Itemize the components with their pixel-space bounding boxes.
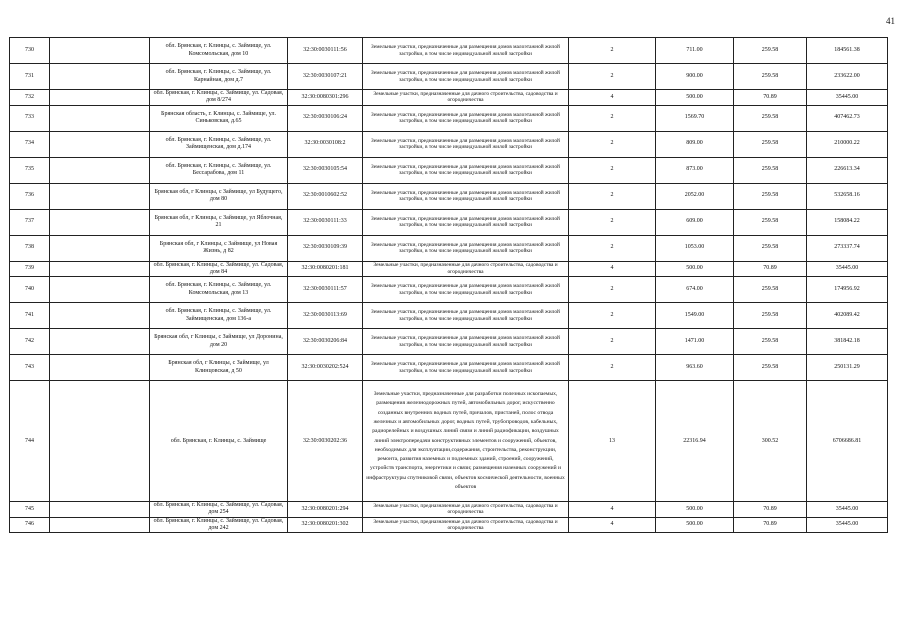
row-number-cell: 744	[10, 381, 50, 502]
empty-cell	[50, 105, 150, 131]
land-use-cell: Земельные участки, предназначенные для размещения домов малоэтажной жилой застройки, в том числе индивидуальной жилой застройки	[363, 277, 569, 303]
cadastral-value-cell: 273337.74	[807, 235, 888, 261]
area-cell: 2052.00	[656, 183, 734, 209]
empty-cell	[50, 329, 150, 355]
cadastral-number-cell: 32:30:0030111:33	[288, 209, 363, 235]
table-row	[10, 261, 888, 277]
cadastral-value-cell: 184561.38	[807, 38, 888, 64]
area-cell: 1549.00	[656, 303, 734, 329]
use-group-cell: 4	[569, 502, 656, 518]
row-number-cell: 733	[10, 105, 50, 131]
cadastral-rate-cell: 70.89	[734, 517, 807, 533]
row-number-cell: 746	[10, 517, 50, 533]
cadastral-value-cell: 6706686.81	[807, 381, 888, 502]
area-cell: 500.00	[656, 261, 734, 277]
area-cell: 1053.00	[656, 235, 734, 261]
land-use-cell: Земельные участки, предназначенные для дачного строительства, садоводства и огородничества	[363, 502, 569, 518]
use-group-cell: 2	[569, 64, 656, 90]
address-cell: Брянская обл, г Клинцы, с Займище, ул Клинцовская, д 50	[150, 355, 288, 381]
cadastral-rate-cell: 259.58	[734, 355, 807, 381]
cadastral-number-cell: 32:30:0030106:24	[288, 105, 363, 131]
cadastral-number-cell: 32:30:0030202:524	[288, 355, 363, 381]
empty-cell	[50, 131, 150, 157]
row-number-cell: 739	[10, 261, 50, 277]
area-cell: 1569.70	[656, 105, 734, 131]
cadastral-rate-cell: 259.58	[734, 303, 807, 329]
land-use-cell: Земельные участки, предназначенные для размещения домов малоэтажной жилой застройки, в том числе индивидуальной жилой застройки	[363, 64, 569, 90]
empty-cell	[50, 517, 150, 533]
table-row	[10, 38, 888, 64]
empty-cell	[50, 183, 150, 209]
page-number: 41	[886, 16, 895, 26]
cadastral-rate-cell: 300.52	[734, 381, 807, 502]
table-row	[10, 355, 888, 381]
area-cell: 711.00	[656, 38, 734, 64]
row-number-cell: 745	[10, 502, 50, 518]
area-cell: 1471.00	[656, 329, 734, 355]
empty-cell	[50, 209, 150, 235]
area-cell: 500.00	[656, 517, 734, 533]
table-row	[10, 381, 888, 502]
use-group-cell: 2	[569, 38, 656, 64]
address-cell: обл. Брянская, г. Клинцы, с. Займище, ул. Садовая, дом 242	[150, 517, 288, 533]
address-cell: обл. Брянская, г. Клинцы, с. Займище, ул. Садовая, дом 254	[150, 502, 288, 518]
use-group-cell: 2	[569, 277, 656, 303]
empty-cell	[50, 235, 150, 261]
address-cell: обл. Брянская, г. Клинцы, с. Займище, ул. Бессарабова, дом 11	[150, 157, 288, 183]
empty-cell	[50, 502, 150, 518]
cadastral-number-cell: 32:30:0030202:36	[288, 381, 363, 502]
cadastral-value-cell: 35445.00	[807, 517, 888, 533]
table-row	[10, 183, 888, 209]
empty-cell	[50, 261, 150, 277]
land-use-cell: Земельные участки, предназначенные для размещения домов малоэтажной жилой застройки, в том числе индивидуальной жилой застройки	[363, 131, 569, 157]
row-number-cell: 738	[10, 235, 50, 261]
empty-cell	[50, 64, 150, 90]
cadastral-rate-cell: 259.58	[734, 277, 807, 303]
empty-cell	[50, 303, 150, 329]
table-row	[10, 209, 888, 235]
cadastral-value-cell: 35445.00	[807, 90, 888, 106]
land-use-cell: Земельные участки, предназначенные для размещения домов малоэтажной жилой застройки, в том числе индивидуальной жилой застройки	[363, 38, 569, 64]
row-number-cell: 734	[10, 131, 50, 157]
cadastral-value-cell: 35445.00	[807, 261, 888, 277]
row-number-cell: 741	[10, 303, 50, 329]
row-number-cell: 735	[10, 157, 50, 183]
address-cell: Брянская область, г. Клинцы, с. Займище, ул. Синьковская, д.65	[150, 105, 288, 131]
row-number-cell: 737	[10, 209, 50, 235]
table-row	[10, 517, 888, 533]
cadastral-value-cell: 532658.16	[807, 183, 888, 209]
cadastral-rate-cell: 259.58	[734, 183, 807, 209]
table-row	[10, 105, 888, 131]
cadastral-rate-cell: 259.58	[734, 64, 807, 90]
use-group-cell: 4	[569, 261, 656, 277]
cadastral-rate-cell: 259.58	[734, 105, 807, 131]
address-cell: Брянская обл, г Клинцы, с Займище, ул Новая Жизнь, д 82	[150, 235, 288, 261]
table-row	[10, 329, 888, 355]
cadastral-number-cell: 32:30:0030107:21	[288, 64, 363, 90]
cadastral-rate-cell: 70.89	[734, 90, 807, 106]
use-group-cell: 2	[569, 209, 656, 235]
cadastral-value-cell: 174956.92	[807, 277, 888, 303]
row-number-cell: 743	[10, 355, 50, 381]
row-number-cell: 730	[10, 38, 50, 64]
address-cell: обл. Брянская, г. Клинцы, с. Займище, ул. Комсомольская, дом 13	[150, 277, 288, 303]
address-cell: обл. Брянская, г. Клинцы, с. Займище, ул. Карнайная, дом д.7	[150, 64, 288, 90]
use-group-cell: 2	[569, 355, 656, 381]
address-cell: обл. Брянская, г. Клинцы, с. Займище	[150, 381, 288, 502]
cadastral-value-cell: 210000.22	[807, 131, 888, 157]
row-number-cell: 732	[10, 90, 50, 106]
address-cell: обл. Брянская, г. Клинцы, с. Займище, ул. Комсомольская, дом 10	[150, 38, 288, 64]
table-row	[10, 64, 888, 90]
land-use-cell: Земельные участки, предназначенные для размещения домов малоэтажной жилой застройки, в том числе индивидуальной жилой застройки	[363, 235, 569, 261]
area-cell: 963.60	[656, 355, 734, 381]
cadastral-number-cell: 32:30:0080201:181	[288, 261, 363, 277]
area-cell: 809.00	[656, 131, 734, 157]
cadastral-value-cell: 250131.29	[807, 355, 888, 381]
land-use-cell: Земельные участки, предназначенные для дачного строительства, садоводства и огородничества	[363, 90, 569, 106]
land-use-cell: Земельные участки, предназначенные для дачного строительства, садоводства и огородничества	[363, 517, 569, 533]
row-number-cell: 740	[10, 277, 50, 303]
cadastral-value-cell: 158084.22	[807, 209, 888, 235]
land-use-cell: Земельные участки, предназначенные для размещения домов малоэтажной жилой застройки, в том числе индивидуальной жилой застройки	[363, 209, 569, 235]
land-use-cell: Земельные участки, предназначенные для дачного строительства, садоводства и огородничества	[363, 261, 569, 277]
use-group-cell: 2	[569, 157, 656, 183]
cadastral-rate-cell: 259.58	[734, 131, 807, 157]
area-cell: 500.00	[656, 502, 734, 518]
empty-cell	[50, 355, 150, 381]
cadastral-number-cell: 32:30:0030113:69	[288, 303, 363, 329]
area-cell: 609.00	[656, 209, 734, 235]
use-group-cell: 2	[569, 105, 656, 131]
land-use-cell: Земельные участки, предназначенные для разработки полезных ископаемых, размещения железнодорожных путей, автомобильных дорог, искусственно созданных внутренних водных путей, причалов, пристаней, полос отвода железных и автомобильных дорог, водных путей, трубопроводов, кабельных, радиорелейных и воздушных линий связи и линий радиофикации, воздушных линий электропередачи конструктивных элементов и сооружений, объектов, необходимых для эксплуатации,содержания, строительства, реконструкции, ремонта, развития наземных и подземных зданий, строений, сооружений, устройств транспорта, энергетики и связи; размещения наземных сооружений и инфраструктуры спутниковой связи, объектов космической деятельности, военных объектов	[363, 381, 569, 502]
cadastral-number-cell: 32:30:0080201:294	[288, 502, 363, 518]
empty-cell	[50, 90, 150, 106]
cadastral-number-cell: 32:30:0030206:84	[288, 329, 363, 355]
cadastral-rate-cell: 70.89	[734, 261, 807, 277]
address-cell: обл. Брянская, г. Клинцы, с. Займище, ул. Садовая, дом 84	[150, 261, 288, 277]
address-cell: обл. Брянская, г. Клинцы, с. Займище, ул. Займищенская, дом д.174	[150, 131, 288, 157]
cadastral-number-cell: 32:30:0030111:57	[288, 277, 363, 303]
cadastral-number-cell: 32:30:0080301:296	[288, 90, 363, 106]
address-cell: обл. Брянская, г. Клинцы, с. Займище, ул. Займищенская, дом 136-а	[150, 303, 288, 329]
cadastral-value-cell: 407462.73	[807, 105, 888, 131]
cadastral-number-cell: 32:30:0080201:302	[288, 517, 363, 533]
area-cell: 500.00	[656, 90, 734, 106]
cadastral-number-cell: 32:30:0010602:52	[288, 183, 363, 209]
land-registry-table	[9, 37, 888, 533]
table-row	[10, 157, 888, 183]
land-use-cell: Земельные участки, предназначенные для размещения домов малоэтажной жилой застройки, в том числе индивидуальной жилой застройки	[363, 329, 569, 355]
table-row	[10, 90, 888, 106]
cadastral-number-cell: 32:30:0030109:39	[288, 235, 363, 261]
use-group-cell: 2	[569, 235, 656, 261]
land-use-cell: Земельные участки, предназначенные для размещения домов малоэтажной жилой застройки, в том числе индивидуальной жилой застройки	[363, 303, 569, 329]
cadastral-value-cell: 226613.34	[807, 157, 888, 183]
empty-cell	[50, 277, 150, 303]
address-cell: Брянская обл, г Клинцы, с Займище, ул Доронина, дом 20	[150, 329, 288, 355]
table-row	[10, 235, 888, 261]
cadastral-rate-cell: 259.58	[734, 157, 807, 183]
area-cell: 674.00	[656, 277, 734, 303]
use-group-cell: 2	[569, 303, 656, 329]
land-use-cell: Земельные участки, предназначенные для размещения домов малоэтажной жилой застройки, в том числе индивидуальной жилой застройки	[363, 105, 569, 131]
registry-body	[10, 38, 888, 533]
address-cell: обл. Брянская, г. Клинцы, с. Займище, ул. Садовая, дом 8/274	[150, 90, 288, 106]
use-group-cell: 4	[569, 90, 656, 106]
use-group-cell: 2	[569, 183, 656, 209]
row-number-cell: 731	[10, 64, 50, 90]
cadastral-number-cell: 32:30:0030105:54	[288, 157, 363, 183]
area-cell: 873.00	[656, 157, 734, 183]
cadastral-rate-cell: 70.89	[734, 502, 807, 518]
cadastral-value-cell: 233622.00	[807, 64, 888, 90]
cadastral-value-cell: 35445.00	[807, 502, 888, 518]
cadastral-rate-cell: 259.58	[734, 38, 807, 64]
area-cell: 22316.94	[656, 381, 734, 502]
cadastral-number-cell: 32:30:0030108:2	[288, 131, 363, 157]
use-group-cell: 4	[569, 517, 656, 533]
table-row	[10, 277, 888, 303]
land-use-cell: Земельные участки, предназначенные для размещения домов малоэтажной жилой застройки, в том числе индивидуальной жилой застройки	[363, 157, 569, 183]
use-group-cell: 2	[569, 131, 656, 157]
cadastral-number-cell: 32:30:0030111:56	[288, 38, 363, 64]
use-group-cell: 13	[569, 381, 656, 502]
table-row	[10, 502, 888, 518]
use-group-cell: 2	[569, 329, 656, 355]
address-cell: Брянская обл, г Клинцы, с Займище, ул Будущего, дом 80	[150, 183, 288, 209]
table-row	[10, 131, 888, 157]
row-number-cell: 742	[10, 329, 50, 355]
empty-cell	[50, 157, 150, 183]
empty-cell	[50, 381, 150, 502]
cadastral-rate-cell: 259.58	[734, 329, 807, 355]
land-use-cell: Земельные участки, предназначенные для размещения домов малоэтажной жилой застройки, в том числе индивидуальной жилой застройки	[363, 183, 569, 209]
area-cell: 900.00	[656, 64, 734, 90]
cadastral-value-cell: 402089.42	[807, 303, 888, 329]
cadastral-value-cell: 381842.18	[807, 329, 888, 355]
cadastral-rate-cell: 259.58	[734, 235, 807, 261]
empty-cell	[50, 38, 150, 64]
table-row	[10, 303, 888, 329]
land-use-cell: Земельные участки, предназначенные для размещения домов малоэтажной жилой застройки, в том числе индивидуальной жилой застройки	[363, 355, 569, 381]
address-cell: Брянская обл, г Клинцы, с Займище, ул Яблочная, 21	[150, 209, 288, 235]
cadastral-rate-cell: 259.58	[734, 209, 807, 235]
row-number-cell: 736	[10, 183, 50, 209]
